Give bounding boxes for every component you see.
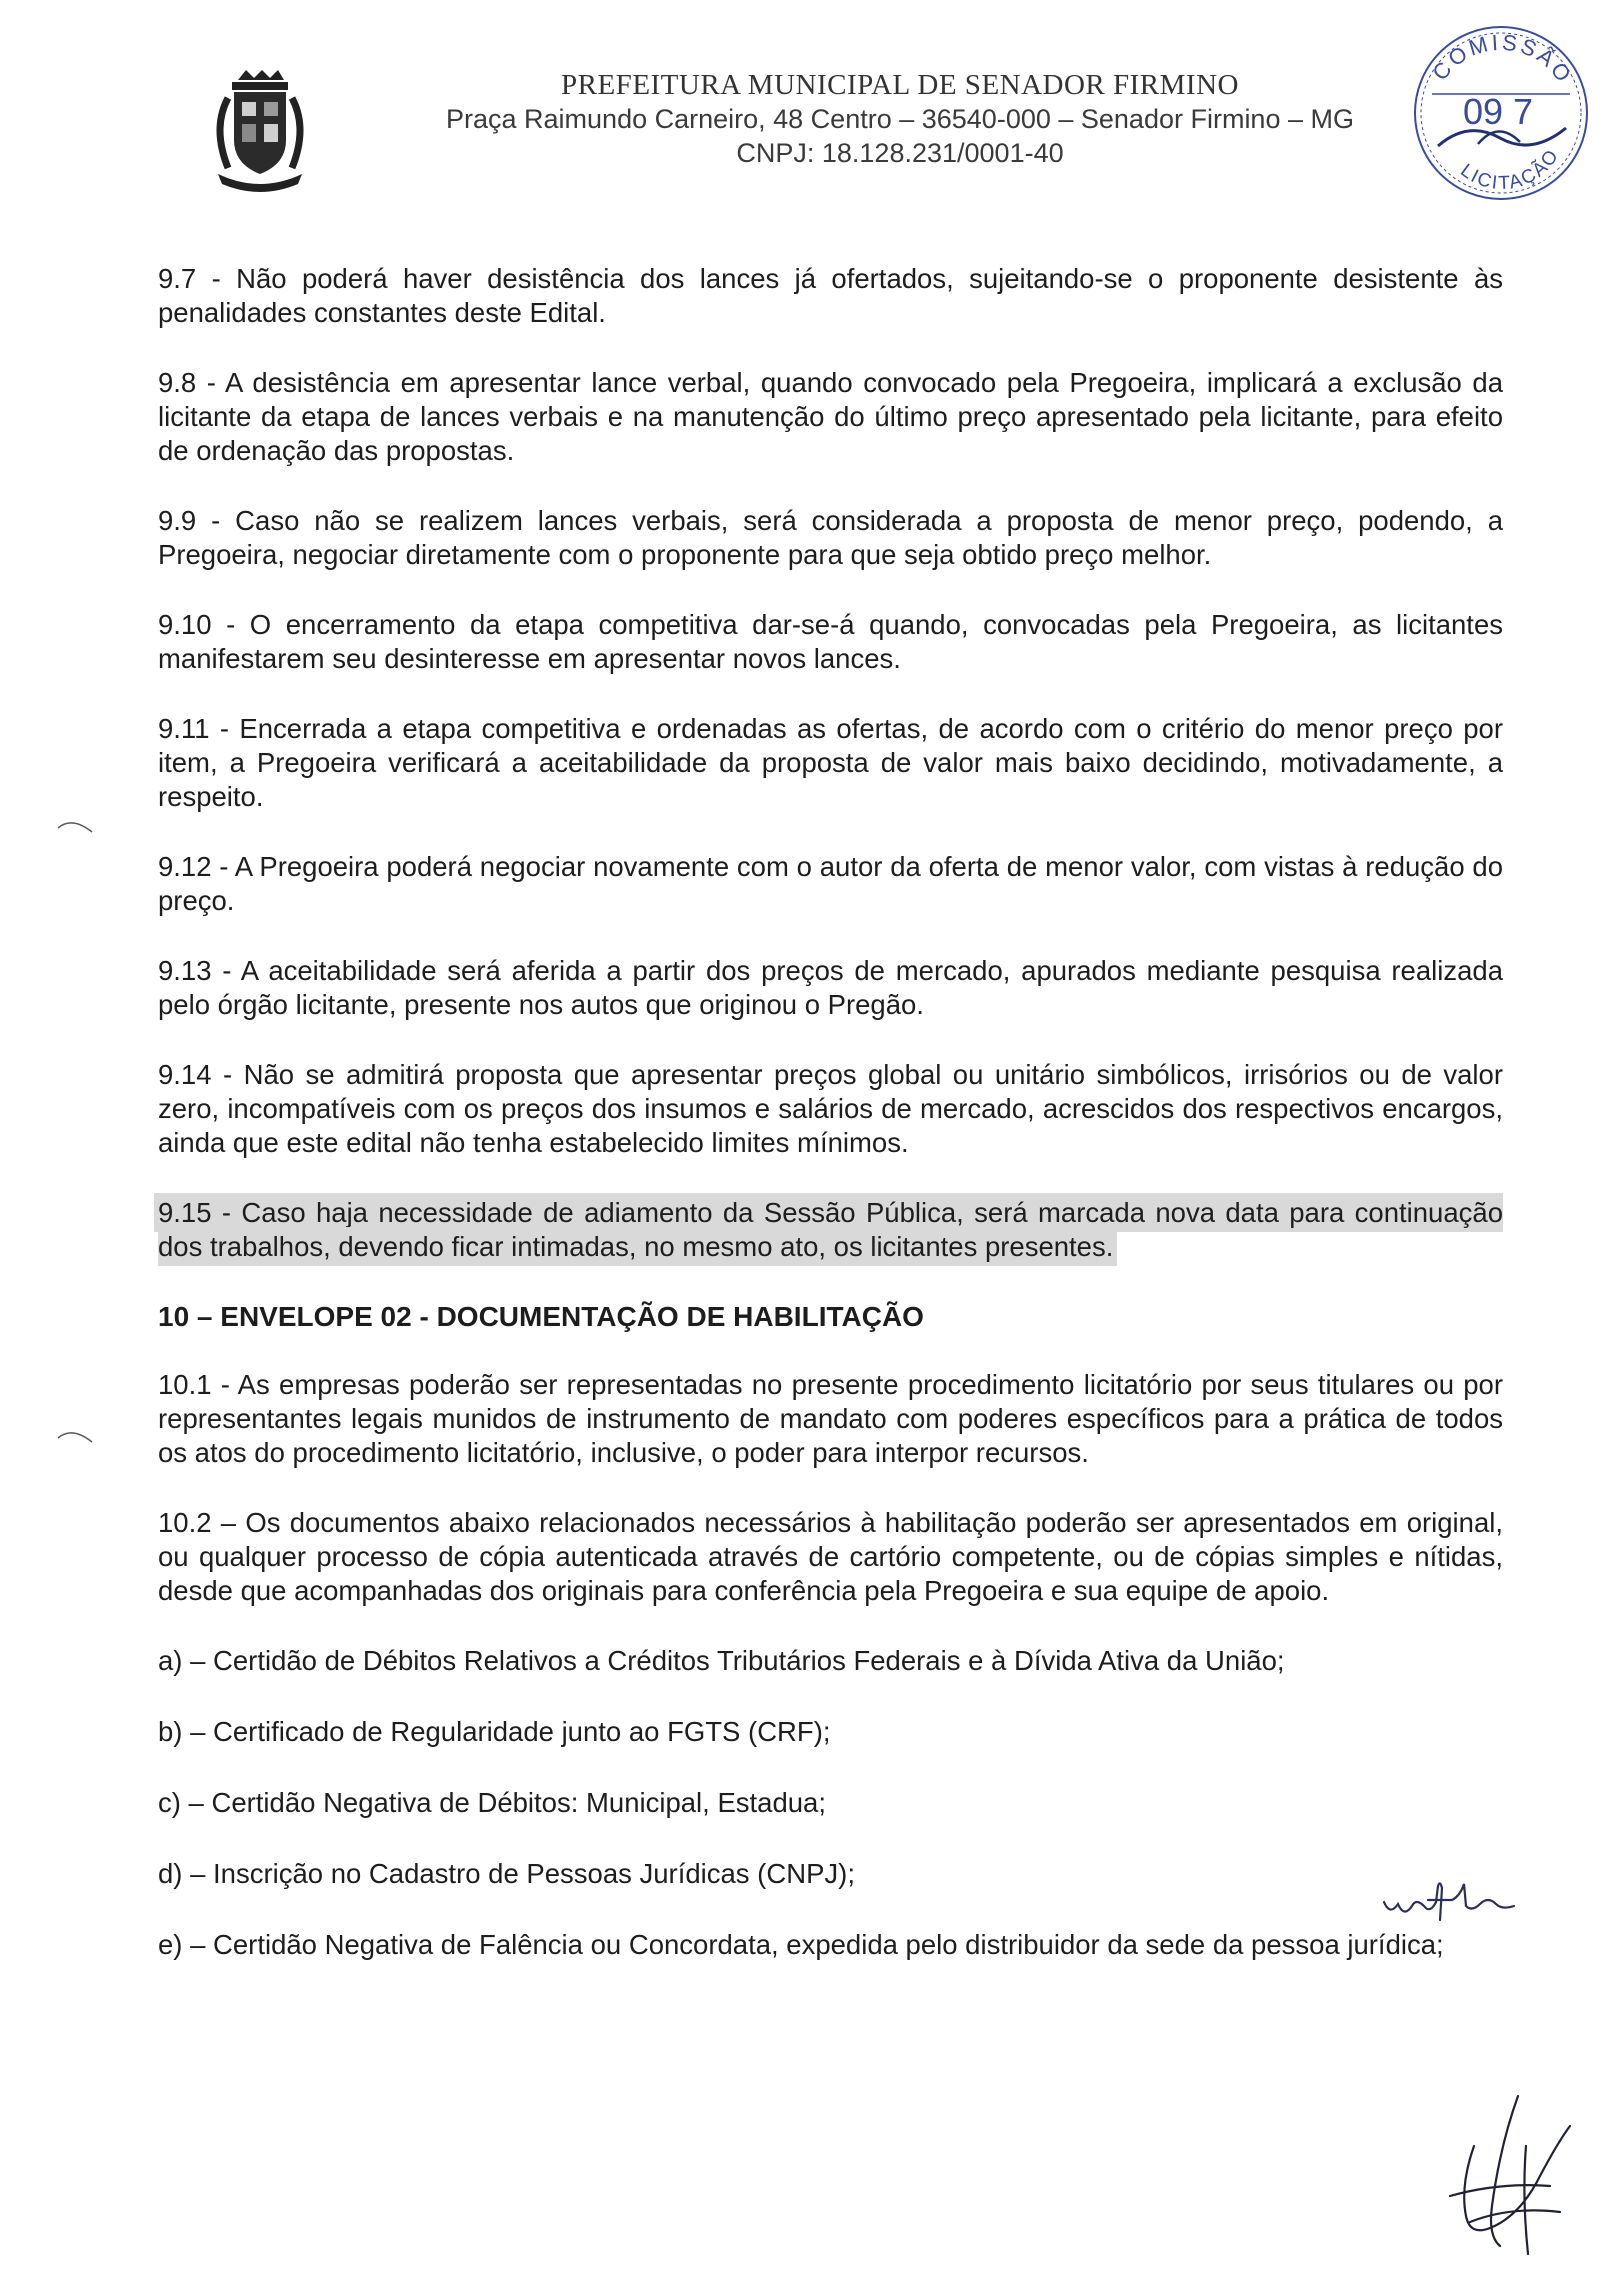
clause-9-8: 9.8 - A desistência em apresentar lance verbal, quando convocado pela Pregoeira, implicará a exclusão da licitante da etapa de lances verbais e na manutenção do último preço apresentado pela licitante, para efeito de ordenação das propostas. — [158, 367, 1503, 466]
section-10-title: 10 – ENVELOPE 02 - DOCUMENTAÇÃO DE HABILITAÇÃO — [158, 1301, 924, 1332]
commission-stamp — [1408, 20, 1594, 206]
clause-9-9: 9.9 - Caso não se realizem lances verbais, será considerada a proposta de menor preço, podendo, a Pregoeira, negociar diretamente com o proponente para que seja obtido preço melhor. — [158, 505, 1503, 570]
document-body — [158, 262, 1503, 1999]
document-item-a: a) – Certidão de Débitos Relativos a Créditos Tributários Federais e à Dívida Ativa da União; — [158, 1645, 1285, 1676]
document-item-b: b) – Certificado de Regularidade junto ao FGTS (CRF); — [158, 1716, 831, 1747]
document-item-e: e) – Certidão Negativa de Falência ou Concordata, expedida pelo distribuidor da sede da pessoa jurídica; — [158, 1929, 1444, 1960]
margin-mark — [56, 1424, 96, 1448]
clause-9-7: 9.7 - Não poderá haver desistência dos lances já ofertados, sujeitando-se o proponente desistente às penalidades constantes deste Edital. — [158, 263, 1503, 328]
clause-9-10: 9.10 - O encerramento da etapa competitiva dar-se-á quando, convocadas pela Pregoeira, as licitantes manifestarem seu desinteresse em apresentar novos lances. — [158, 609, 1503, 674]
handwritten-signature — [1430, 2086, 1580, 2266]
stamp-page-number: 09 7 — [1463, 91, 1534, 132]
handwritten-initials-signature — [1380, 1876, 1520, 1936]
svg-text:LICITAÇÃO — [1456, 145, 1563, 194]
clause-9-12: 9.12 - A Pregoeira poderá negociar novamente com o autor da oferta de menor valor, com vistas à redução do preço. — [158, 851, 1503, 916]
letterhead-cnpj: CNPJ: 18.128.231/0001-40 — [736, 138, 1064, 168]
letterhead-title: PREFEITURA MUNICIPAL DE SENADOR FIRMINO — [561, 69, 1239, 101]
municipal-crest-icon — [198, 68, 318, 198]
document-item-d: d) – Inscrição no Cadastro de Pessoas Jurídicas (CNPJ); — [158, 1858, 855, 1889]
letterhead-address: Praça Raimundo Carneiro, 48 Centro – 36540-000 – Senador Firmino – MG — [446, 104, 1354, 134]
clause-10-2: 10.2 – Os documentos abaixo relacionados necessários à habilitação poderão ser apresentados em original, ou qualquer processo de cópia autenticada através de cartório competente, ou de cópias simples e nítidas, desde que acompanhadas dos originais para conferência pela Pregoeira e sua equipe de apoio. — [158, 1507, 1503, 1606]
svg-text:COMISSÃO — [1427, 30, 1578, 89]
clause-9-15 — [158, 1196, 1503, 1264]
clause-9-13: 9.13 - A aceitabilidade será aferida a partir dos preços de mercado, apurados mediante pesquisa realizada pelo órgão licitante, presente nos autos que originou o Pregão. — [158, 955, 1503, 1020]
letterhead — [400, 68, 1400, 170]
clause-9-15-text: 9.15 - Caso haja necessidade de adiamento da Sessão Pública, será marcada nova data para continuação dos trabalhos, devendo ficar intimadas, no mesmo ato, os licitantes presentes. — [158, 1197, 1503, 1262]
stamp-top-text: COMISSÃO — [1427, 29, 1578, 89]
margin-mark — [56, 814, 96, 838]
clause-10-1: 10.1 - As empresas poderão ser representadas no presente procedimento licitatório por seus titulares ou por representantes legais munidos de instrumento de mandato com poderes específicos para a prática de todos os atos do procedimento licitatório, inclusive, o poder para interpor recursos. — [158, 1369, 1503, 1468]
clause-9-11: 9.11 - Encerrada a etapa competitiva e ordenadas as ofertas, de acordo com o critério do menor preço por item, a Pregoeira verificará a aceitabilidade da proposta de valor mais baixo decidindo, motivadamente, a respeito. — [158, 713, 1503, 812]
stamp-bottom-text: LICITAÇÃO — [1456, 145, 1564, 195]
document-item-c: c) – Certidão Negativa de Débitos: Municipal, Estadua; — [158, 1787, 826, 1818]
clause-9-14: 9.14 - Não se admitirá proposta que apresentar preços global ou unitário simbólicos, irrisórios ou de valor zero, incompatíveis com os preços dos insumos e salários de mercado, acrescidos dos respectivos encargos, ainda que este edital não tenha estabelecido limites mínimos. — [158, 1059, 1503, 1158]
